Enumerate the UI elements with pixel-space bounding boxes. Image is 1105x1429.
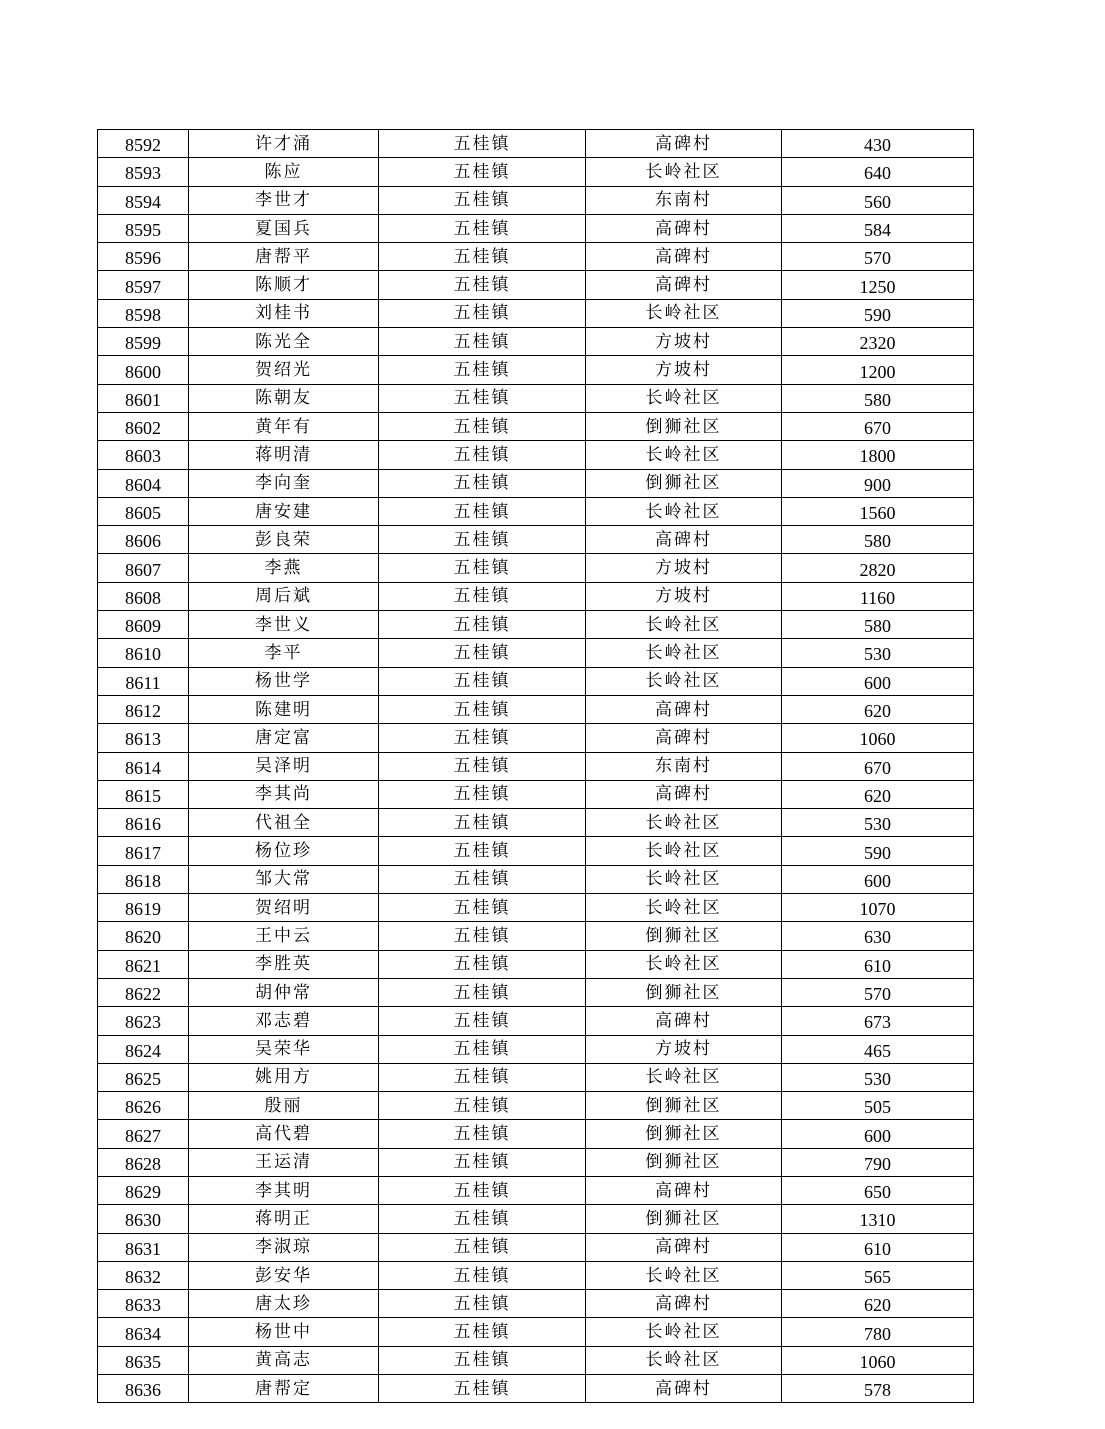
table-row (98, 1063, 974, 1091)
cell-town: 五桂镇 (379, 526, 586, 554)
cell-id: 8592 (98, 130, 189, 158)
cell-id: 8618 (98, 865, 189, 893)
cell-town: 五桂镇 (379, 130, 586, 158)
cell-town: 五桂镇 (379, 1261, 586, 1289)
table-row (98, 837, 974, 865)
cell-amount: 1160 (782, 582, 974, 610)
cell-id: 8634 (98, 1318, 189, 1346)
cell-name: 彭安华 (189, 1261, 379, 1289)
cell-name: 李其明 (189, 1176, 379, 1204)
cell-village: 高碑村 (586, 1375, 782, 1403)
cell-amount: 1060 (782, 1346, 974, 1374)
cell-town: 五桂镇 (379, 1007, 586, 1035)
cell-name: 李世才 (189, 186, 379, 214)
cell-id: 8620 (98, 922, 189, 950)
cell-id: 8606 (98, 526, 189, 554)
cell-amount: 640 (782, 158, 974, 186)
table-row (98, 158, 974, 186)
cell-village: 长岭社区 (586, 158, 782, 186)
cell-village: 长岭社区 (586, 611, 782, 639)
cell-name: 唐帮平 (189, 243, 379, 271)
cell-village: 长岭社区 (586, 667, 782, 695)
cell-id: 8593 (98, 158, 189, 186)
cell-town: 五桂镇 (379, 865, 586, 893)
cell-town: 五桂镇 (379, 582, 586, 610)
cell-amount: 610 (782, 1233, 974, 1261)
cell-name: 彭良荣 (189, 526, 379, 554)
cell-id: 8624 (98, 1035, 189, 1063)
cell-amount: 580 (782, 384, 974, 412)
table-row (98, 271, 974, 299)
cell-village: 长岭社区 (586, 384, 782, 412)
table-row (98, 554, 974, 582)
table-row (98, 299, 974, 327)
table-row (98, 695, 974, 723)
cell-id: 8597 (98, 271, 189, 299)
cell-id: 8625 (98, 1063, 189, 1091)
cell-id: 8621 (98, 950, 189, 978)
table-row (98, 611, 974, 639)
cell-town: 五桂镇 (379, 724, 586, 752)
cell-id: 8616 (98, 809, 189, 837)
cell-name: 吴荣华 (189, 1035, 379, 1063)
cell-village: 倒狮社区 (586, 469, 782, 497)
cell-name: 陈建明 (189, 695, 379, 723)
cell-town: 五桂镇 (379, 837, 586, 865)
table-row (98, 1205, 974, 1233)
cell-name: 胡仲常 (189, 978, 379, 1006)
cell-id: 8607 (98, 554, 189, 582)
cell-amount: 584 (782, 214, 974, 242)
cell-town: 五桂镇 (379, 243, 586, 271)
cell-amount: 565 (782, 1261, 974, 1289)
cell-village: 长岭社区 (586, 639, 782, 667)
table-row (98, 441, 974, 469)
cell-id: 8611 (98, 667, 189, 695)
cell-id: 8630 (98, 1205, 189, 1233)
cell-village: 方坡村 (586, 554, 782, 582)
table-row (98, 667, 974, 695)
cell-id: 8613 (98, 724, 189, 752)
cell-town: 五桂镇 (379, 780, 586, 808)
cell-amount: 600 (782, 1120, 974, 1148)
cell-id: 8632 (98, 1261, 189, 1289)
table-row (98, 922, 974, 950)
cell-id: 8623 (98, 1007, 189, 1035)
table-row (98, 214, 974, 242)
cell-town: 五桂镇 (379, 809, 586, 837)
cell-id: 8598 (98, 299, 189, 327)
cell-town: 五桂镇 (379, 894, 586, 922)
cell-village: 倒狮社区 (586, 978, 782, 1006)
cell-amount: 1250 (782, 271, 974, 299)
cell-name: 李胜英 (189, 950, 379, 978)
cell-amount: 580 (782, 526, 974, 554)
table-row (98, 752, 974, 780)
cell-village: 高碑村 (586, 130, 782, 158)
cell-id: 8604 (98, 469, 189, 497)
cell-name: 许才涌 (189, 130, 379, 158)
cell-village: 高碑村 (586, 780, 782, 808)
table-row (98, 1120, 974, 1148)
cell-village: 长岭社区 (586, 894, 782, 922)
cell-name: 陈应 (189, 158, 379, 186)
cell-town: 五桂镇 (379, 554, 586, 582)
cell-name: 杨世学 (189, 667, 379, 695)
cell-village: 高碑村 (586, 724, 782, 752)
cell-town: 五桂镇 (379, 441, 586, 469)
cell-village: 倒狮社区 (586, 1120, 782, 1148)
cell-village: 高碑村 (586, 271, 782, 299)
cell-amount: 780 (782, 1318, 974, 1346)
cell-amount: 530 (782, 639, 974, 667)
cell-id: 8601 (98, 384, 189, 412)
cell-town: 五桂镇 (379, 695, 586, 723)
cell-village: 长岭社区 (586, 1063, 782, 1091)
table-row (98, 1035, 974, 1063)
cell-id: 8609 (98, 611, 189, 639)
table-row (98, 384, 974, 412)
table-row (98, 1318, 974, 1346)
cell-village: 倒狮社区 (586, 1092, 782, 1120)
table-row (98, 243, 974, 271)
cell-name: 杨位珍 (189, 837, 379, 865)
cell-amount: 578 (782, 1375, 974, 1403)
cell-amount: 620 (782, 695, 974, 723)
cell-id: 8615 (98, 780, 189, 808)
cell-amount: 1310 (782, 1205, 974, 1233)
cell-id: 8595 (98, 214, 189, 242)
cell-town: 五桂镇 (379, 271, 586, 299)
table-row (98, 978, 974, 1006)
cell-amount: 790 (782, 1148, 974, 1176)
data-table (97, 129, 974, 1403)
cell-amount: 580 (782, 611, 974, 639)
cell-name: 贺绍光 (189, 356, 379, 384)
table-row (98, 1290, 974, 1318)
cell-name: 唐定富 (189, 724, 379, 752)
cell-town: 五桂镇 (379, 158, 586, 186)
table-row (98, 724, 974, 752)
cell-name: 唐太珍 (189, 1290, 379, 1318)
cell-town: 五桂镇 (379, 1375, 586, 1403)
cell-id: 8602 (98, 412, 189, 440)
table-row (98, 582, 974, 610)
cell-village: 长岭社区 (586, 441, 782, 469)
cell-name: 周后斌 (189, 582, 379, 610)
cell-id: 8619 (98, 894, 189, 922)
table-row (98, 1261, 974, 1289)
cell-amount: 673 (782, 1007, 974, 1035)
cell-town: 五桂镇 (379, 1063, 586, 1091)
cell-id: 8629 (98, 1176, 189, 1204)
cell-id: 8622 (98, 978, 189, 1006)
cell-town: 五桂镇 (379, 611, 586, 639)
cell-name: 李平 (189, 639, 379, 667)
cell-amount: 1060 (782, 724, 974, 752)
cell-village: 高碑村 (586, 214, 782, 242)
cell-name: 高代碧 (189, 1120, 379, 1148)
cell-village: 长岭社区 (586, 497, 782, 525)
cell-amount: 900 (782, 469, 974, 497)
cell-village: 东南村 (586, 752, 782, 780)
cell-town: 五桂镇 (379, 922, 586, 950)
cell-village: 东南村 (586, 186, 782, 214)
table-row (98, 469, 974, 497)
table-row (98, 186, 974, 214)
cell-town: 五桂镇 (379, 186, 586, 214)
table-row (98, 950, 974, 978)
table-row (98, 1346, 974, 1374)
table-row (98, 865, 974, 893)
cell-name: 蒋明正 (189, 1205, 379, 1233)
cell-id: 8608 (98, 582, 189, 610)
cell-amount: 570 (782, 243, 974, 271)
cell-id: 8610 (98, 639, 189, 667)
cell-town: 五桂镇 (379, 1346, 586, 1374)
cell-village: 高碑村 (586, 1233, 782, 1261)
cell-id: 8631 (98, 1233, 189, 1261)
cell-town: 五桂镇 (379, 639, 586, 667)
cell-town: 五桂镇 (379, 1233, 586, 1261)
cell-town: 五桂镇 (379, 497, 586, 525)
cell-village: 倒狮社区 (586, 1205, 782, 1233)
cell-name: 王中云 (189, 922, 379, 950)
table-row (98, 780, 974, 808)
cell-name: 唐安建 (189, 497, 379, 525)
cell-name: 唐帮定 (189, 1375, 379, 1403)
cell-amount: 2320 (782, 328, 974, 356)
cell-town: 五桂镇 (379, 356, 586, 384)
cell-town: 五桂镇 (379, 978, 586, 1006)
table-row (98, 328, 974, 356)
cell-name: 陈朝友 (189, 384, 379, 412)
cell-town: 五桂镇 (379, 299, 586, 327)
cell-village: 长岭社区 (586, 950, 782, 978)
cell-name: 黄年有 (189, 412, 379, 440)
cell-village: 高碑村 (586, 1176, 782, 1204)
cell-village: 方坡村 (586, 1035, 782, 1063)
cell-amount: 2820 (782, 554, 974, 582)
table-row (98, 356, 974, 384)
cell-village: 方坡村 (586, 328, 782, 356)
cell-town: 五桂镇 (379, 214, 586, 242)
cell-town: 五桂镇 (379, 950, 586, 978)
cell-village: 长岭社区 (586, 1318, 782, 1346)
cell-amount: 1070 (782, 894, 974, 922)
cell-town: 五桂镇 (379, 1290, 586, 1318)
cell-name: 刘桂书 (189, 299, 379, 327)
cell-town: 五桂镇 (379, 469, 586, 497)
cell-amount: 630 (782, 922, 974, 950)
table-row (98, 1176, 974, 1204)
cell-id: 8635 (98, 1346, 189, 1374)
cell-village: 长岭社区 (586, 837, 782, 865)
cell-town: 五桂镇 (379, 1148, 586, 1176)
cell-village: 长岭社区 (586, 865, 782, 893)
cell-town: 五桂镇 (379, 328, 586, 356)
cell-town: 五桂镇 (379, 1205, 586, 1233)
table-row (98, 1148, 974, 1176)
cell-name: 李世义 (189, 611, 379, 639)
cell-amount: 590 (782, 299, 974, 327)
cell-name: 殷丽 (189, 1092, 379, 1120)
cell-town: 五桂镇 (379, 667, 586, 695)
cell-id: 8617 (98, 837, 189, 865)
cell-town: 五桂镇 (379, 384, 586, 412)
cell-village: 高碑村 (586, 695, 782, 723)
cell-amount: 600 (782, 667, 974, 695)
table-row (98, 639, 974, 667)
cell-id: 8599 (98, 328, 189, 356)
cell-amount: 600 (782, 865, 974, 893)
cell-amount: 465 (782, 1035, 974, 1063)
cell-village: 方坡村 (586, 582, 782, 610)
cell-id: 8600 (98, 356, 189, 384)
cell-village: 高碑村 (586, 526, 782, 554)
cell-amount: 530 (782, 809, 974, 837)
cell-id: 8636 (98, 1375, 189, 1403)
table-row (98, 526, 974, 554)
cell-town: 五桂镇 (379, 1092, 586, 1120)
cell-id: 8633 (98, 1290, 189, 1318)
cell-name: 邓志碧 (189, 1007, 379, 1035)
cell-village: 高碑村 (586, 243, 782, 271)
cell-id: 8628 (98, 1148, 189, 1176)
cell-village: 高碑村 (586, 1007, 782, 1035)
cell-village: 倒狮社区 (586, 922, 782, 950)
cell-name: 陈光全 (189, 328, 379, 356)
cell-name: 蒋明清 (189, 441, 379, 469)
cell-name: 代祖全 (189, 809, 379, 837)
cell-amount: 670 (782, 412, 974, 440)
cell-name: 黄高志 (189, 1346, 379, 1374)
cell-town: 五桂镇 (379, 1318, 586, 1346)
cell-village: 方坡村 (586, 356, 782, 384)
cell-id: 8596 (98, 243, 189, 271)
cell-id: 8603 (98, 441, 189, 469)
cell-amount: 620 (782, 1290, 974, 1318)
cell-name: 贺绍明 (189, 894, 379, 922)
cell-amount: 1800 (782, 441, 974, 469)
cell-amount: 610 (782, 950, 974, 978)
cell-amount: 620 (782, 780, 974, 808)
cell-amount: 1560 (782, 497, 974, 525)
cell-amount: 430 (782, 130, 974, 158)
cell-town: 五桂镇 (379, 1176, 586, 1204)
table-row (98, 1375, 974, 1403)
cell-town: 五桂镇 (379, 1035, 586, 1063)
cell-name: 李燕 (189, 554, 379, 582)
cell-id: 8614 (98, 752, 189, 780)
cell-amount: 530 (782, 1063, 974, 1091)
table-row (98, 809, 974, 837)
cell-village: 长岭社区 (586, 299, 782, 327)
cell-id: 8594 (98, 186, 189, 214)
cell-village: 倒狮社区 (586, 412, 782, 440)
cell-name: 吴泽明 (189, 752, 379, 780)
cell-amount: 590 (782, 837, 974, 865)
cell-id: 8612 (98, 695, 189, 723)
cell-name: 李淑琼 (189, 1233, 379, 1261)
table-row (98, 412, 974, 440)
table-row (98, 130, 974, 158)
cell-name: 邹大常 (189, 865, 379, 893)
cell-village: 长岭社区 (586, 1346, 782, 1374)
cell-amount: 560 (782, 186, 974, 214)
cell-name: 李其尚 (189, 780, 379, 808)
cell-name: 姚用方 (189, 1063, 379, 1091)
table-row (98, 1233, 974, 1261)
cell-amount: 670 (782, 752, 974, 780)
cell-village: 高碑村 (586, 1290, 782, 1318)
table-row (98, 1007, 974, 1035)
cell-name: 李向奎 (189, 469, 379, 497)
cell-name: 夏国兵 (189, 214, 379, 242)
table-row (98, 1092, 974, 1120)
table-body (98, 130, 974, 1403)
cell-amount: 1200 (782, 356, 974, 384)
cell-village: 长岭社区 (586, 809, 782, 837)
cell-village: 长岭社区 (586, 1261, 782, 1289)
cell-id: 8626 (98, 1092, 189, 1120)
cell-id: 8627 (98, 1120, 189, 1148)
cell-amount: 650 (782, 1176, 974, 1204)
cell-amount: 570 (782, 978, 974, 1006)
cell-name: 陈顺才 (189, 271, 379, 299)
table-row (98, 894, 974, 922)
cell-id: 8605 (98, 497, 189, 525)
cell-village: 倒狮社区 (586, 1148, 782, 1176)
cell-amount: 505 (782, 1092, 974, 1120)
cell-town: 五桂镇 (379, 412, 586, 440)
cell-town: 五桂镇 (379, 752, 586, 780)
table-row (98, 497, 974, 525)
cell-town: 五桂镇 (379, 1120, 586, 1148)
cell-name: 王运清 (189, 1148, 379, 1176)
cell-name: 杨世中 (189, 1318, 379, 1346)
